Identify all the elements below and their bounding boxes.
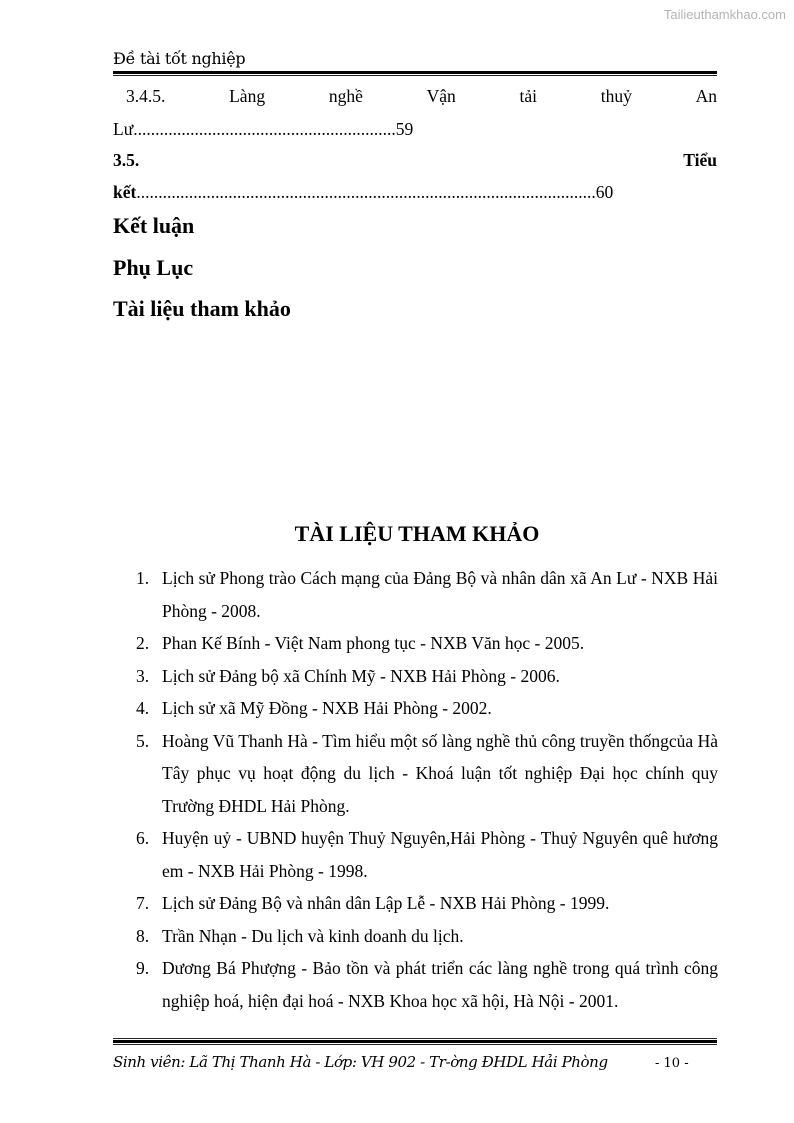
toc-word: Làng (229, 86, 266, 106)
reference-text: Huyện uỷ - UBND huyện Thuỷ Nguyên,Hải Phòng - Thuỷ Nguyên quê hương em - NXB Hải Phòng - 1998. (162, 828, 718, 881)
reference-number: 6. (136, 828, 150, 848)
reference-text: Trần Nhạn - Du lịch và kinh doanh du lịch. (162, 925, 464, 946)
reference-item (136, 952, 718, 1017)
watermark: Tailieuthamkhao.com (663, 7, 786, 22)
toc-entry-label: kết (113, 182, 137, 202)
reference-item (136, 692, 718, 725)
toc-entry-label: Lư (113, 119, 134, 139)
reference-number: 9. (136, 958, 150, 978)
reference-text: Lịch sử Phong trào Cách mạng của Đảng Bộ và nhân dân xã An Lư - NXB Hải Phòng - 2008. (162, 568, 718, 621)
reference-number: 2. (136, 633, 150, 653)
reference-item (136, 660, 718, 693)
toc-entry-3-4-5-line2[interactable] (113, 117, 717, 141)
reference-text: Hoàng Vũ Thanh Hà - Tìm hiểu một số làng nghề thủ công truyền thốngcủa Hà Tây phục vụ hoạt động du lịch - Khoá luận tốt nghiệp Đại học chính quy Trường ĐHDL Hải Phòng. (162, 730, 718, 816)
reference-text: Dương Bá Phượng - Bảo tồn và phát triển các làng nghề trong quá trình công nghiệp hoá, hiện đại hoá - NXB Khoa học xã hội, Hà Nội - 2001. (162, 958, 718, 1011)
footer-page-number: - 10 - (655, 1056, 689, 1071)
toc-leader: ............................................................ (133, 119, 396, 139)
reference-number: 7. (136, 893, 150, 913)
header-title: Đề tài tốt nghiệp (113, 49, 246, 68)
toc-word: 3.5. (113, 150, 140, 170)
references-list (136, 562, 718, 1017)
toc-word: Tiểu (683, 150, 717, 170)
toc-word: tải (519, 86, 537, 106)
toc-leader: ......................................................................................................... (136, 182, 596, 202)
toc-word: nghề (328, 86, 363, 106)
reference-item (136, 725, 718, 823)
reference-number: 8. (136, 925, 150, 946)
toc-entry-3-4-5-line1 (113, 84, 717, 108)
reference-text: Lịch sử Đảng bộ xã Chính Mỹ - NXB Hải Phòng - 2006. (162, 665, 560, 686)
toc-page-number: 60 (595, 182, 614, 202)
toc-entry-3-5-line1 (113, 148, 717, 172)
reference-text: Lịch sử xã Mỹ Đồng - NXB Hải Phòng - 2002. (162, 698, 492, 718)
toc-word: thuỷ (600, 86, 632, 106)
reference-number: 4. (136, 698, 150, 718)
reference-item (136, 627, 718, 660)
reference-item (136, 822, 718, 887)
toc-page-number: 59 (395, 119, 414, 139)
toc-word: An (695, 86, 717, 106)
reference-text: Lịch sử Đảng Bộ và nhân dân Lập Lễ - NXB Hải Phòng - 1999. (162, 893, 610, 913)
toc-heading-appendix[interactable]: Phụ Lục (113, 255, 194, 280)
header-rule (113, 71, 717, 76)
toc-word: Vận (426, 86, 456, 106)
reference-item (136, 920, 718, 953)
reference-text: Phan Kế Bính - Việt Nam phong tục - NXB Văn học - 2005. (162, 633, 585, 653)
footer-student-info: Sinh viên: Lã Thị Thanh Hà - Lớp: VH 902 - Tr-ờng ĐHDL Hải Phòng (113, 1053, 608, 1071)
toc-entry-3-5-line2[interactable] (113, 180, 717, 204)
reference-item (136, 887, 718, 920)
reference-number: 5. (136, 730, 150, 751)
toc-heading-references[interactable]: Tài liệu tham khảo (113, 296, 291, 321)
footer-rule (113, 1038, 717, 1045)
toc-word: 3.4.5. (126, 86, 166, 106)
toc-heading-conclusion[interactable]: Kết luận (113, 213, 195, 238)
references-title: TÀI LIỆU THAM KHẢO (294, 521, 540, 546)
reference-number: 3. (136, 665, 150, 686)
reference-number: 1. (136, 568, 150, 588)
reference-item (136, 562, 718, 627)
